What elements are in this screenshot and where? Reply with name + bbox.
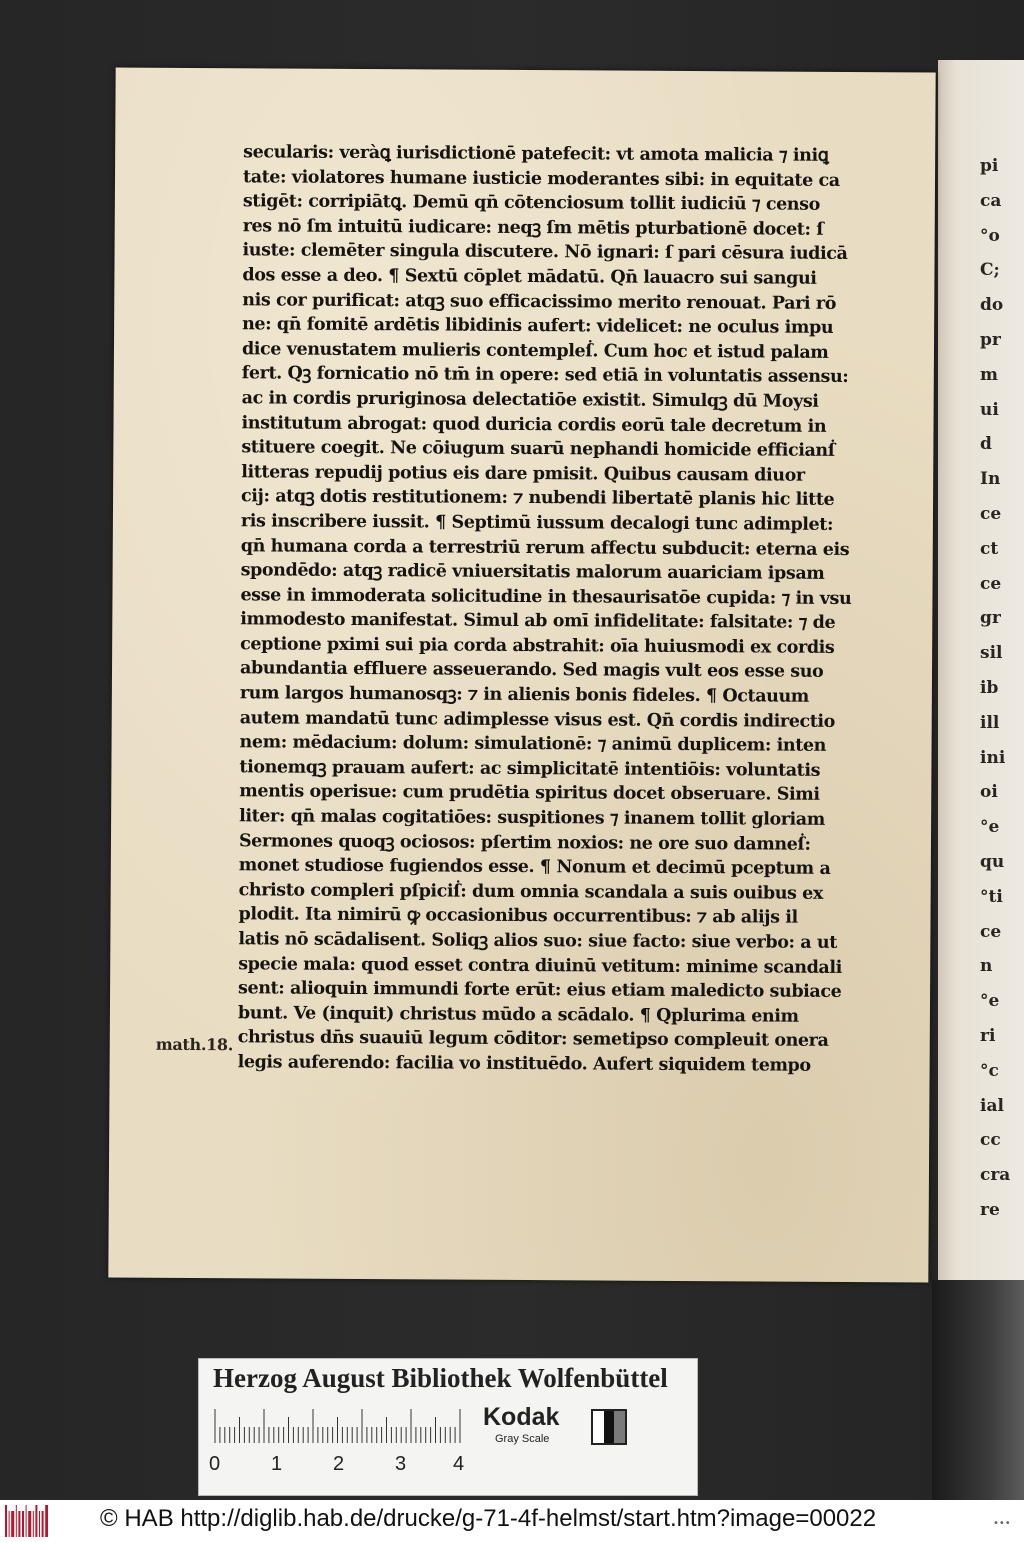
adjacent-page-fragment: pr [980,330,1001,350]
adjacent-page-fragment: °e [980,991,1000,1012]
adjacent-page-fragment: oi [980,782,998,803]
adjacent-page-fragment: In [980,469,1001,490]
text-line: specie mala: quod esset contra diuinū vetitum: minime scandali [238,953,842,978]
ruler-number: 0 [209,1453,221,1475]
adjacent-page-fragment: pi [980,156,999,176]
text-line: plodit. Ita nimirū ꝙ occasionibus occurrentibus: ⁊ ab alijs il [238,904,798,929]
adjacent-page-fragment: °e [980,817,1000,838]
margin-note: math.18. [155,1034,234,1055]
text-line: legis auferendo: facilia vo instituēdo. Aufert siquidem tempo [237,1052,811,1076]
text-line: fert. Qꝫ fornicatio nō tm̄ in opere: sed etiā in voluntatis assensu: [241,363,849,388]
adjacent-page-fragment: ill [980,712,1000,733]
adjacent-page-fragment: sil [980,643,1003,664]
adjacent-page-fragment: re [980,1200,1000,1220]
menu-dots-icon[interactable]: ••• [993,1518,1011,1529]
adjacent-page-fragment: d [980,434,992,455]
page-text-block [238,140,884,1078]
text-line: res nō ſm intuitū iudicare: neqꝫ ſm mētis pturbationē docet: ſ [242,216,824,240]
barcode-bar [39,1511,40,1537]
barcode-bar [45,1505,48,1537]
adjacent-page-fragment: ib [980,678,999,698]
text-line: Sermones quoqꝫ ociosos: pſertim noxios: ne ore suo damneẛ: [238,830,811,855]
ruler-number: 3 [395,1453,407,1475]
text-line: christus dn̄s suauiū legum cōditor: semetipso compleuit onera [237,1027,829,1052]
text-line: cij: atqꝫ dotis restitutionem: ⁊ nubendi libertatē planis hic litte [241,486,835,511]
manuscript-page [108,68,935,1283]
text-line: dice venustatem mulieris contempleẛ. Cum hoc et istud palam [241,339,829,363]
text-line: immodesto manifestat. Simul ab omī infidelitate: falsitate: ⁊ de [240,609,836,634]
adjacent-page-fragment: gr [980,608,1001,629]
text-line: abundantia effluere asseuerando. Sed magis vult eos esse suo [239,658,824,683]
adjacent-page-fragment: m [980,364,998,385]
adjacent-page-fragment: qu [980,852,1005,872]
adjacent-page-fragment: n [980,956,993,977]
barcode-bar [35,1505,37,1537]
text-line: nem: mēdacium: dolum: simulationē: ⁊ animū duplicem: inten [239,732,827,757]
adjacent-page-fragment: ial [980,1095,1004,1116]
text-line: secularis: veràꝗ iurisdictionē patefecit: vt amota malicia ⁊ iniꝗ [243,142,829,166]
kodak-subtitle: Gray Scale [495,1433,550,1445]
adjacent-page-fragment: °c [980,1060,999,1081]
ruler-number: 4 [453,1453,465,1475]
text-line: iuste: clemēter singula discutere. Nō ignari: ſ pari cēsura iudicā [242,240,848,265]
barcode-bar [42,1511,44,1537]
text-line: mentis operisue: cum prudētia spiritus docet obseruare. Simi [239,781,820,806]
adjacent-page-edge [938,60,1024,1280]
barcode-bar [11,1511,14,1537]
barcode-bar [5,1505,7,1537]
text-line: stigēt: corripiātꝗ. Demū qn̄ cōtenciosum tollit iudiciū ⁊ censo [242,191,820,215]
adjacent-page-fragment: ce [980,504,1002,524]
ruler-icon [213,1409,463,1443]
text-line: litteras repudij potius eis dare pmisit. Quibus causam diuor [241,462,805,486]
adjacent-page-fragment: ri [980,1026,996,1046]
text-line: christo compleri pſpiciẛ: dum omnia scandala a suis ouibus ex [238,880,824,904]
adjacent-page-fragment: °ti [980,886,1003,907]
ruler-numbers [209,1453,509,1483]
text-line: ris inscribere iussit. ¶ Septimū iussum decalogi tunc adimplet: [240,511,834,535]
text-line: qn̄ humana corda a terrestriū rerum affectu subducit: eterna eis [240,535,850,560]
text-line: tionemqꝫ prauam aufert: ac simplicitatē intentiōis: voluntatis [239,757,821,781]
text-line: bunt. Ve (inquit) christus mūdo a scādalo. ¶ Qplurima enim [237,1003,799,1027]
text-line: institutum abrogat: quod duricia cordis eorū tale decretum in [241,412,827,437]
barcode-bar [16,1505,17,1537]
adjacent-page-fragment: cra [980,1165,1011,1186]
footer-bar [0,1500,1024,1542]
barcode-bar [9,1511,10,1537]
text-line: dos esse a deo. ¶ Sextū cōplet mādatū. Qn̄ lauacro sui sangui [242,265,817,289]
text-line: stituere coegit. Ne cōiugum suarū nephandi homicide efficianẛ [241,437,835,462]
text-line: ne: qn̄ fomitē ardētis libidinis aufert: videlicet: ne oculus impu [242,314,834,339]
adjacent-page-fragment: cc [980,1130,1001,1151]
adjacent-page-fragment: °o [980,225,1000,246]
barcode-bar [28,1511,31,1537]
binding-strip [932,1280,1024,1500]
text-line: sent: alioquin immundi forte erūt: eius etiam maledicto subiace [238,978,842,1003]
text-line: nis cor purificat: atqꝫ suo efficacissimo merito renouat. Pari rō [242,289,837,314]
text-line: rum largos humanosqꝫ: ⁊ in alienis bonis fideles. ¶ Octauum [239,683,809,707]
text-line: monet studiose fugiendos esse. ¶ Nonum et decimū pceptum a [238,855,831,880]
barcode-bar [33,1511,34,1537]
text-line: autem mandatū tunc adimplesse visus est. Qn̄ cordis indirectio [239,707,836,732]
gray-scale-patch [591,1409,627,1445]
color-scale-card [198,1358,698,1496]
adjacent-page-fragment: C; [980,260,1000,281]
adjacent-page-fragment: ce [980,921,1002,942]
adjacent-page-fragment: ce [980,573,1002,594]
adjacent-page-fragment: ca [980,190,1002,211]
adjacent-page-fragment: ct [980,538,999,559]
barcode-bar [22,1511,24,1537]
barcode-bar [26,1505,27,1537]
text-line: ac in cordis pruriginosa delectatiōe existit. Simulqꝫ dū Moysi [241,388,819,412]
text-line: tate: violatores humane iusticie moderantes sibi: in equitate ca [242,166,840,191]
kodak-logo: Kodak [483,1403,560,1431]
ruler-number: 2 [333,1453,345,1475]
ruler-number: 1 [271,1453,283,1475]
footer-copyright-link[interactable]: © HAB http://diglib.hab.de/drucke/g-71-4f-helmst/start.htm?image=00022 [100,1505,877,1532]
text-line: liter: qn̄ malas cogitatiōes: suspitiones ⁊ inanem tollit gloriam [239,806,825,830]
institution-label: Herzog August Bibliothek Wolfenbüttel [213,1363,668,1393]
text-line: esse in immoderata solicitudine in thesaurisatōe cupida: ⁊ in vsu [240,584,852,609]
text-line: spondēdo: atqꝫ radicē vniuersitatis malorum auariciam ipsam [240,560,825,584]
text-line: latis nō scādalisent. Soliqꝫ alios suo: siue facto: siue verbo: a ut [238,929,837,953]
text-line: ceptione pximi sui pia corda abstrahit: oīa huiusmodi ex cordis [240,634,835,658]
barcode-logo-icon [4,1505,48,1537]
adjacent-page-fragment: ui [980,399,999,420]
adjacent-page-fragment: do [980,295,1004,316]
barcode-bar [18,1511,20,1537]
adjacent-page-fragment: ini [980,747,1006,768]
